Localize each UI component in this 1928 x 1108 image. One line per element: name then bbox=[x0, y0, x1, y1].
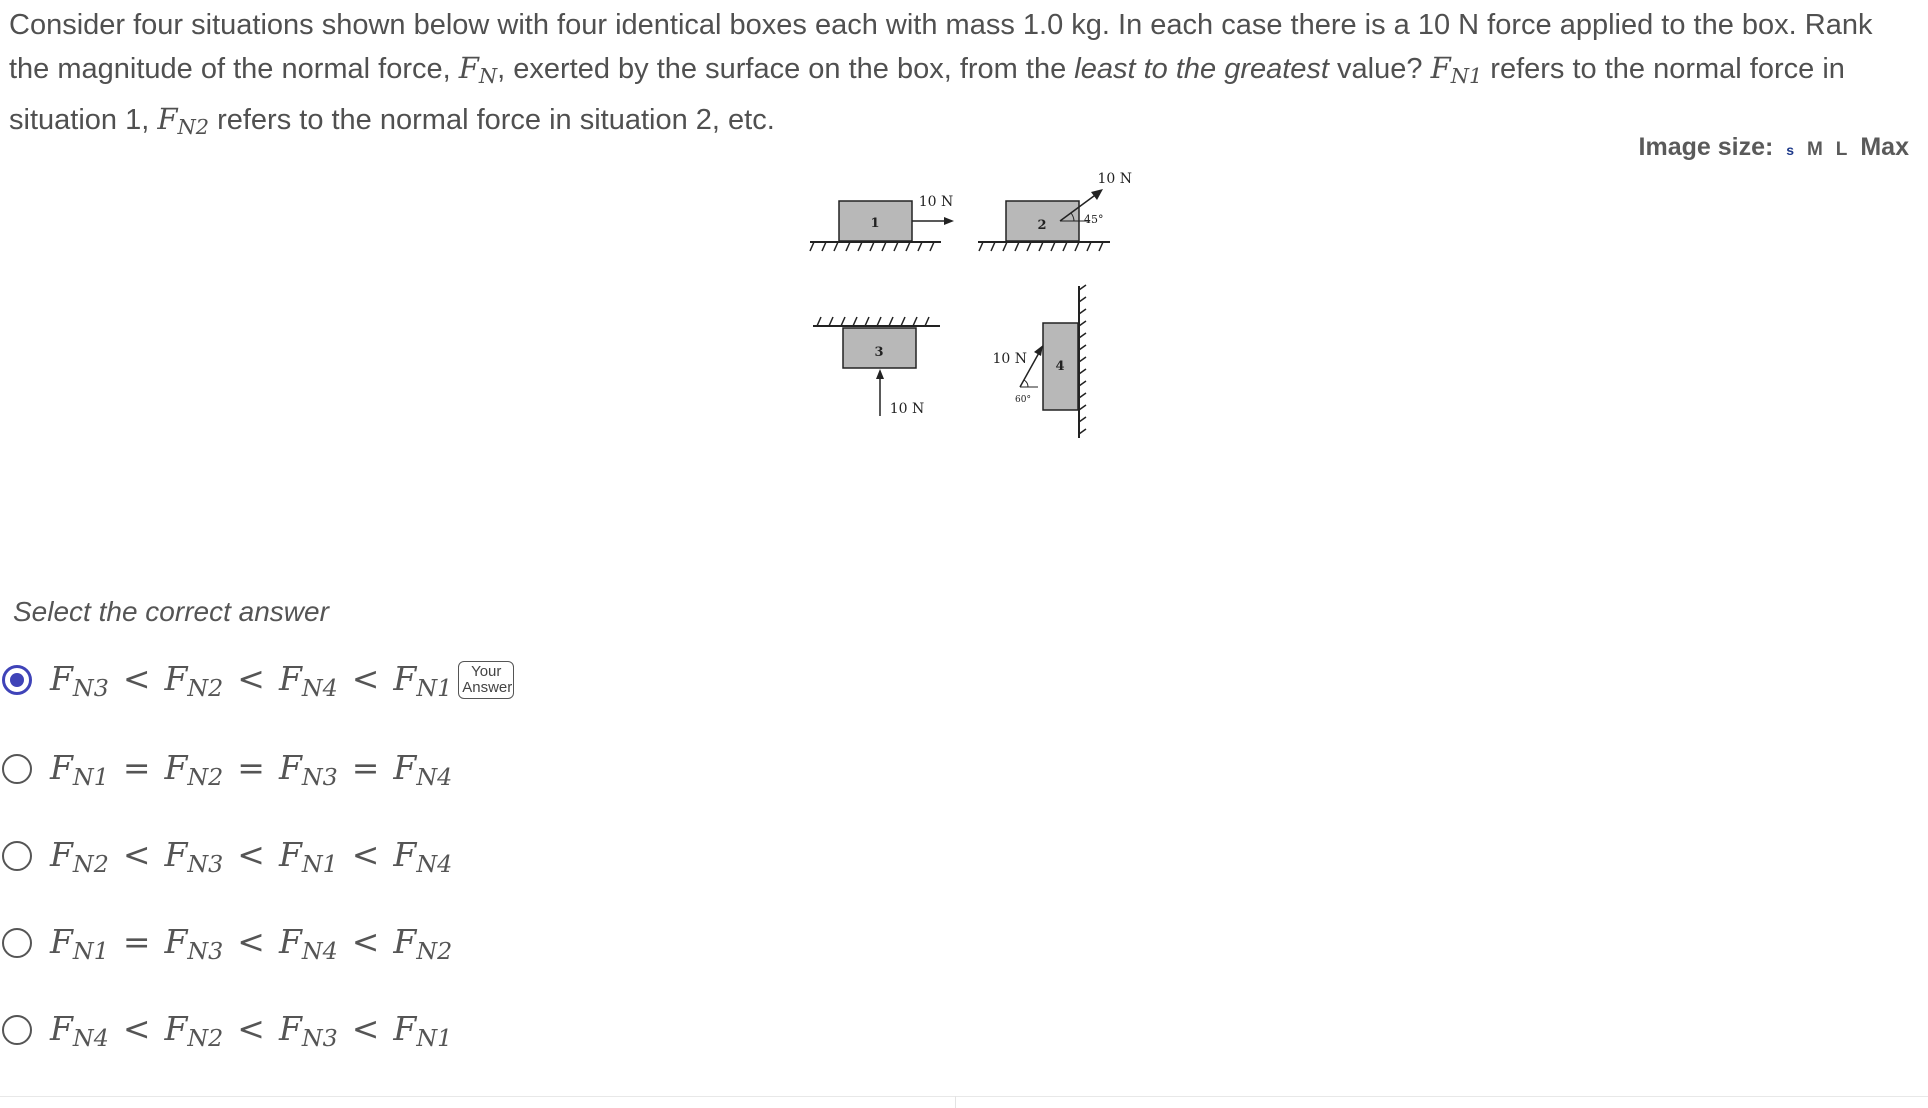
answer-expression bbox=[50, 748, 452, 791]
force-1-label: 10 N bbox=[918, 194, 954, 210]
force-subscript: N4 bbox=[416, 849, 453, 878]
radio-button[interactable] bbox=[2, 841, 32, 871]
radio-button[interactable] bbox=[2, 754, 32, 784]
your-answer-badge bbox=[458, 661, 514, 699]
relation-operator: < bbox=[351, 921, 380, 961]
image-size-max-button[interactable]: Max bbox=[1860, 133, 1909, 161]
answer-option-5[interactable] bbox=[0, 1005, 452, 1055]
force-subscript: N3 bbox=[301, 1023, 338, 1052]
answer-option-4[interactable] bbox=[0, 918, 452, 968]
force-subscript: N2 bbox=[187, 673, 224, 702]
angle-4-label: 60° bbox=[1015, 395, 1031, 405]
force-symbol: F bbox=[393, 658, 417, 698]
bottom-divider-tick bbox=[955, 1096, 956, 1108]
force-subscript: N1 bbox=[72, 762, 109, 791]
force-subscript: N1 bbox=[416, 1023, 453, 1052]
force-subscript: N4 bbox=[301, 936, 338, 965]
answer-option-2[interactable] bbox=[0, 744, 452, 794]
relation-operator: < bbox=[122, 658, 151, 698]
image-size-m-button[interactable]: M bbox=[1807, 139, 1823, 160]
force-symbol: F bbox=[164, 921, 188, 961]
force-symbol: F bbox=[278, 834, 302, 874]
radio-button[interactable] bbox=[2, 1015, 32, 1045]
box-3-label: 3 bbox=[874, 345, 884, 360]
box-1-label: 1 bbox=[870, 216, 880, 231]
answer-option-1[interactable] bbox=[0, 655, 514, 705]
fn-symbol: $F_N$ bbox=[458, 51, 498, 89]
answer-expression bbox=[50, 1009, 452, 1052]
force-subscript: N2 bbox=[72, 849, 109, 878]
force-subscript: N3 bbox=[301, 762, 338, 791]
relation-operator: = bbox=[122, 921, 151, 961]
relation-operator: < bbox=[237, 834, 265, 874]
situation-1 bbox=[810, 194, 954, 251]
question-part: refers to the normal force in situation 2, etc. bbox=[209, 104, 775, 137]
relation-operator: < bbox=[237, 1008, 265, 1048]
force-4-label: 10 N bbox=[992, 351, 1027, 367]
force-symbol: F bbox=[164, 747, 188, 787]
angle-2-label: 45° bbox=[1084, 213, 1104, 226]
relation-operator: = bbox=[122, 747, 151, 787]
force-subscript: N3 bbox=[72, 673, 109, 702]
force-symbol: F bbox=[278, 747, 302, 787]
force-subscript: N4 bbox=[416, 762, 453, 791]
relation-operator: = bbox=[351, 747, 380, 787]
force-subscript: N4 bbox=[301, 673, 338, 702]
force-symbol: F bbox=[50, 747, 73, 787]
situation-3 bbox=[813, 317, 940, 417]
relation-operator: < bbox=[351, 834, 380, 874]
image-size-control bbox=[1639, 133, 1909, 162]
force-symbol: F bbox=[393, 1008, 417, 1048]
relation-operator: = bbox=[237, 747, 265, 787]
force-symbol: F bbox=[50, 834, 73, 874]
question-emphasis: least to the greatest bbox=[1074, 53, 1329, 85]
force-symbol: F bbox=[164, 658, 188, 698]
force-diagram bbox=[808, 168, 1138, 443]
force-symbol: F bbox=[50, 658, 73, 698]
fn2-symbol: $F_{N2}$ bbox=[157, 102, 210, 140]
question-part: refers to the normal force in situation 1, bbox=[9, 53, 1845, 137]
radio-button[interactable] bbox=[2, 928, 32, 958]
question-part: value? bbox=[1328, 53, 1431, 85]
question-text bbox=[9, 4, 1914, 149]
relation-operator: < bbox=[237, 658, 265, 698]
answer-expression bbox=[50, 922, 452, 965]
force-subscript: N1 bbox=[72, 936, 109, 965]
fn1-symbol: $F_{N1}$ bbox=[1430, 51, 1483, 89]
bottom-divider bbox=[0, 1096, 1928, 1097]
force-symbol: F bbox=[50, 1008, 73, 1048]
force-symbol: F bbox=[278, 658, 302, 698]
force-symbol: F bbox=[278, 921, 302, 961]
force-2-label: 10 N bbox=[1097, 171, 1132, 187]
question-part: Consider four situations shown below with four identical boxes each with mass 1.0 kg. In each case there is a 10 N force applied to the box. Rank the magnitude of the normal force, bbox=[9, 9, 1873, 85]
relation-operator: < bbox=[237, 921, 265, 961]
badge-text: Answer bbox=[462, 679, 513, 696]
relation-operator: < bbox=[351, 658, 380, 698]
badge-text: Your bbox=[471, 663, 502, 680]
force-symbol: F bbox=[393, 834, 417, 874]
answer-prompt: Select the correct answer bbox=[13, 596, 329, 627]
relation-operator: < bbox=[122, 1008, 151, 1048]
relation-operator: < bbox=[351, 1008, 380, 1048]
force-subscript: N3 bbox=[187, 936, 224, 965]
image-size-s-button[interactable]: s bbox=[1786, 142, 1795, 158]
relation-operator: < bbox=[122, 834, 151, 874]
force-symbol: F bbox=[50, 921, 73, 961]
force-symbol: F bbox=[393, 747, 417, 787]
force-symbol: F bbox=[164, 834, 188, 874]
force-symbol: F bbox=[164, 1008, 188, 1048]
box-2-label: 2 bbox=[1037, 218, 1047, 233]
force-subscript: N2 bbox=[187, 762, 224, 791]
force-symbol: F bbox=[278, 1008, 302, 1048]
question-part: , exerted by the surface on the box, from the bbox=[497, 53, 1075, 85]
situation-4 bbox=[992, 285, 1086, 438]
force-subscript: N3 bbox=[187, 849, 224, 878]
box-4-label: 4 bbox=[1055, 359, 1065, 374]
image-size-label: Image size: bbox=[1638, 133, 1774, 161]
answer-expression bbox=[50, 835, 452, 878]
image-size-l-button[interactable]: L bbox=[1835, 139, 1848, 160]
force-subscript: N1 bbox=[301, 849, 338, 878]
force-subscript: N2 bbox=[416, 936, 453, 965]
force-symbol: F bbox=[393, 921, 417, 961]
force-subscript: N1 bbox=[416, 673, 453, 702]
answer-option-3[interactable] bbox=[0, 831, 452, 881]
answer-expression bbox=[50, 659, 452, 702]
force-subscript: N2 bbox=[187, 1023, 224, 1052]
force-subscript: N4 bbox=[72, 1023, 109, 1052]
force-3-label: 10 N bbox=[889, 401, 925, 417]
situation-2 bbox=[978, 171, 1132, 251]
radio-button[interactable] bbox=[2, 665, 32, 695]
